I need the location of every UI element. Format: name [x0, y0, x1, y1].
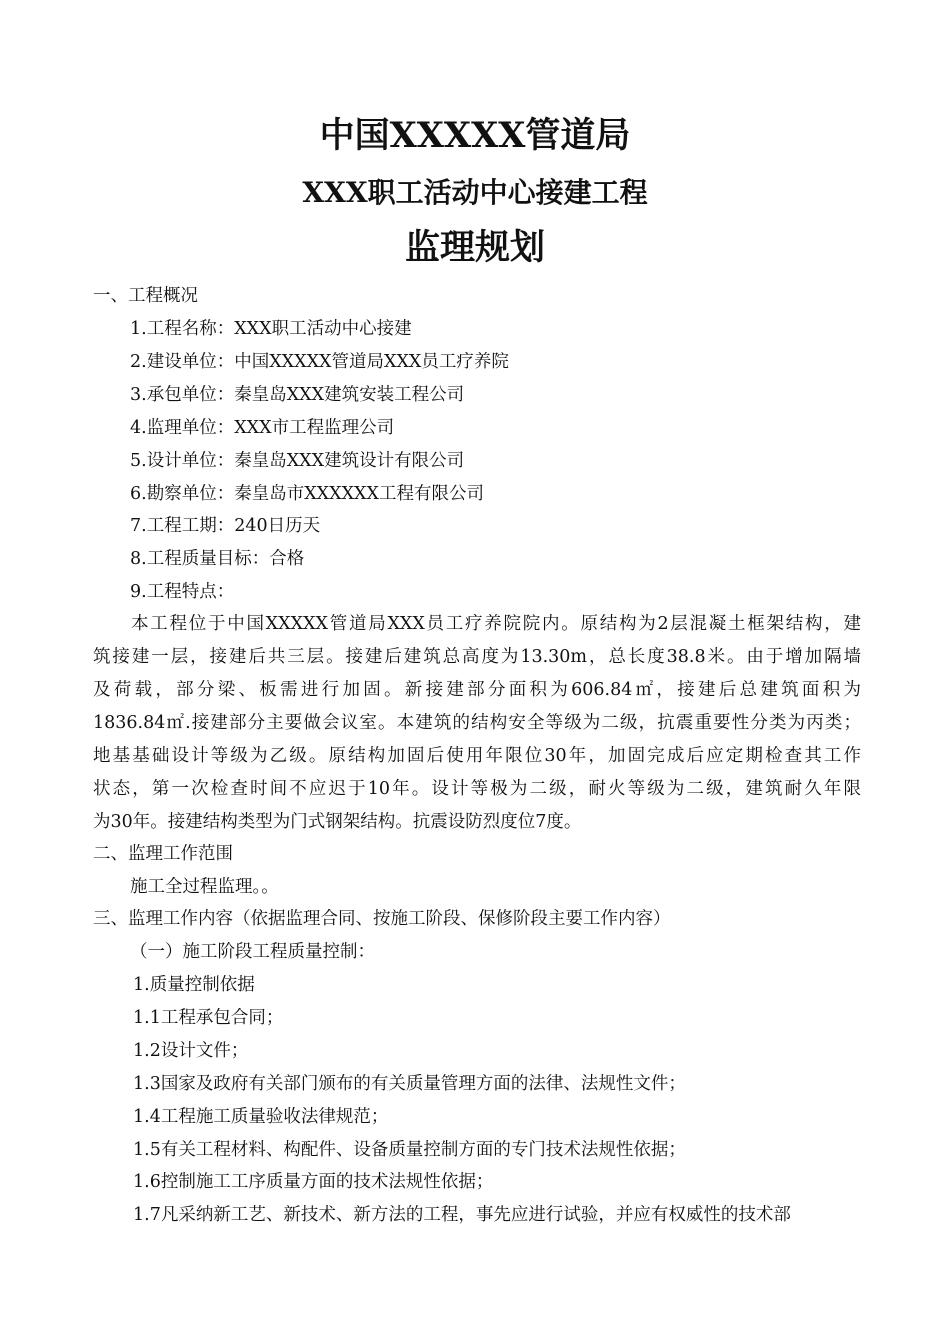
section-heading-overview: 一、工程概况: [93, 286, 198, 306]
overview-item-features: 9.工程特点：: [130, 582, 235, 602]
quality-item: 1.4工程施工质量验收法律规范；: [133, 1107, 389, 1127]
overview-item-contractor: 3.承包单位：秦皇岛XXX建筑安装工程公司: [130, 385, 465, 405]
paragraph-line: 本工程位于中国XXXXX管道局XXX员工疗养院院内。原结构为2层混凝土框架结构，建: [131, 614, 861, 634]
document-title-org: 中国XXXXX管道局: [319, 115, 631, 156]
overview-item-duration: 7.工程工期：240日历天: [130, 516, 321, 536]
overview-item-surveyor: 6.勘察单位：秦皇岛市XXXXXX工程有限公司: [130, 484, 484, 504]
features-paragraph: [93, 608, 861, 839]
overview-item-project-name: 1.工程名称：XXX职工活动中心接建: [130, 319, 412, 339]
overview-item-client: 2.建设单位：中国XXXXX管道局XXX员工疗养院: [130, 352, 509, 372]
paragraph-line: 1836.84㎡.接建部分主要做会议室。本建筑的结构安全等级为二级，抗震重要性分类为丙类；: [93, 713, 861, 733]
document-title-type: 监理规划: [404, 227, 545, 268]
quality-item: 1.7凡采纳新工艺、新技术、新方法的工程，事先应进行试验，并应有权威性的技术部: [133, 1205, 791, 1225]
section-heading-content: 三、监理工作内容（依据监理合同、按施工阶段、保修阶段主要工作内容）: [93, 909, 671, 929]
overview-item-supervisor: 4.监理单位：XXX市工程监理公司: [130, 418, 395, 438]
quality-item: 1.3国家及政府有关部门颁布的有关质量管理方面的法律、法规性文件；: [133, 1074, 686, 1094]
quality-item: 1.6控制施工工序质量方面的技术法规性依据；: [133, 1172, 494, 1192]
quality-item: 1.5有关工程材料、构配件、设备质量控制方面的专门技术法规性依据；: [133, 1140, 686, 1160]
quality-item: 1.质量控制依据: [133, 975, 255, 995]
paragraph-line: 为30年。接建结构类型为门式钢架结构。抗震设防烈度位7度。: [93, 812, 582, 832]
paragraph-line: 地基基础设计等级为乙级。原结构加固后使用年限位30年，加固完成后应定期检查其工作: [93, 746, 861, 766]
overview-item-quality-goal: 8.工程质量目标：合格: [130, 549, 305, 569]
quality-item: 1.1工程承包合同；: [133, 1008, 284, 1028]
quality-item: 1.2设计文件；: [133, 1041, 249, 1061]
section-heading-scope: 二、监理工作范围: [93, 844, 233, 864]
scope-body: 施工全过程监理。。: [130, 877, 279, 897]
subsection-heading-quality-control: （一）施工阶段工程质量控制：: [130, 942, 375, 962]
overview-item-designer: 5.设计单位：秦皇岛XXX建筑设计有限公司: [130, 451, 465, 471]
document-title-project: XXX职工活动中心接建工程: [302, 176, 648, 209]
paragraph-line: 及荷载，部分梁、板需进行加固。新接建部分面积为606.84㎡，接建后总建筑面积为: [93, 680, 861, 700]
paragraph-line: 筑接建一层，接建后共三层。接建后建筑总高度为13.30m，总长度38.8米。由于增加隔墙: [93, 647, 861, 667]
paragraph-line: 状态，第一次检查时间不应迟于10年。设计等极为二级，耐火等级为二级，建筑耐久年限: [93, 779, 861, 799]
